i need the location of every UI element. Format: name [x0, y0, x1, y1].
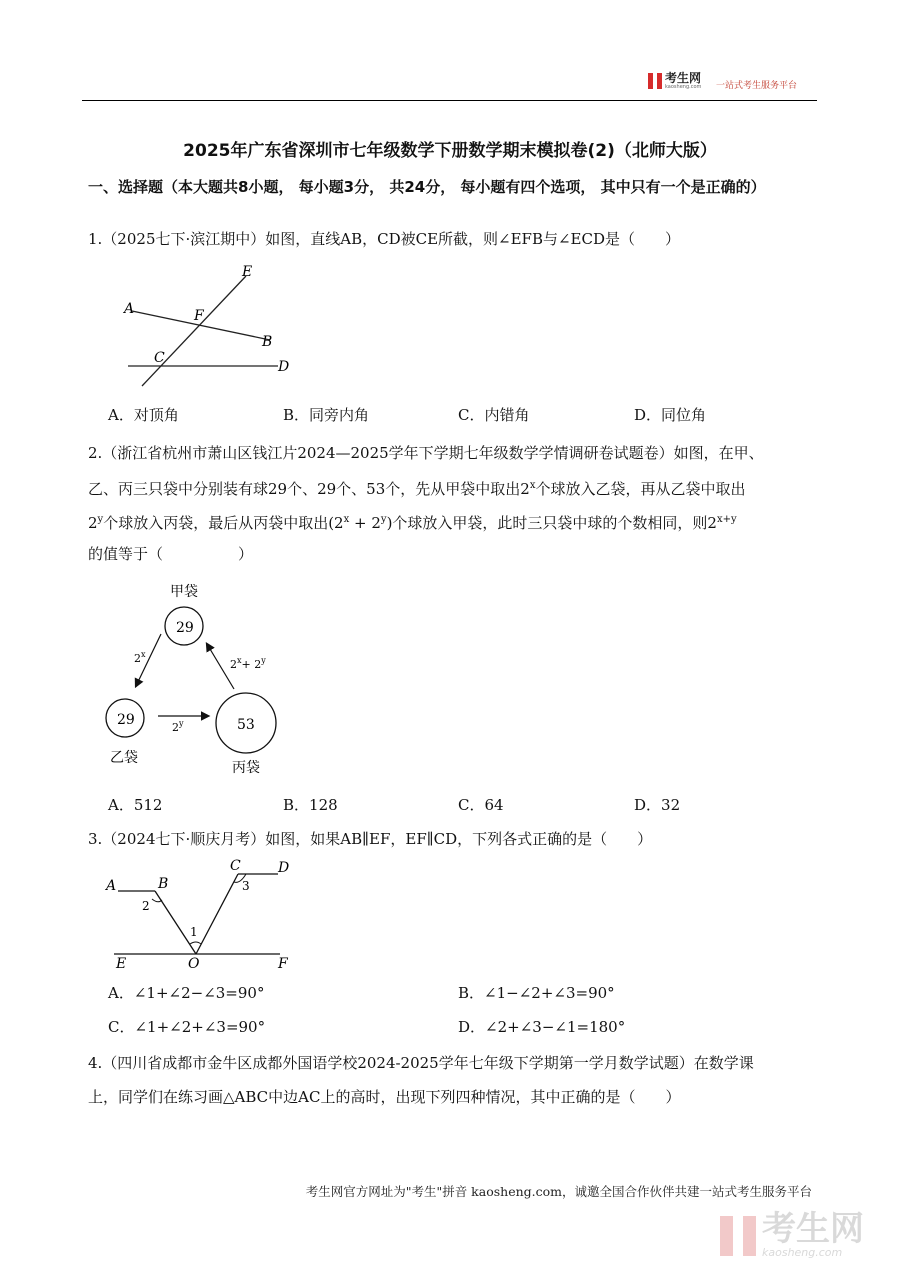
bag-yi-value: 29: [117, 712, 135, 728]
q1-label-e: E: [242, 264, 253, 280]
q3-label-b: B: [158, 876, 169, 892]
bag-yi-label: 乙袋: [110, 750, 138, 766]
q3-option-a[interactable]: A．∠1+∠2−∠3=90°: [108, 984, 265, 1002]
arrow-label-yi-to-bing: 2$^y$: [172, 719, 184, 734]
bag-jia-value: 29: [176, 620, 194, 636]
q3-angle-1: 1: [190, 925, 198, 939]
q1-label-b: B: [262, 334, 273, 350]
arrow-label-bing-to-jia: $2^x+ 2^y$: [230, 656, 266, 671]
q2-line2: 乙、丙三只袋中分别装有球29个、29个、53个，先从甲袋中取出2$^x$个球放入乙袋，再从乙袋中取出: [88, 480, 746, 498]
q3-option-b[interactable]: B．∠1−∠2+∠3=90°: [458, 984, 615, 1002]
q3-label-a: A: [106, 878, 117, 894]
header-divider: [82, 100, 817, 101]
q3-label-f: F: [278, 956, 288, 972]
q2-bags-figure: [96, 578, 316, 778]
section-heading: 一、选择题（本大题共8小题， 每小题3分， 共24分， 每小题有四个选项， 其中只有一个是正确的）: [88, 178, 766, 196]
q3-figure: [100, 852, 300, 974]
q1-option-d[interactable]: D．同位角: [634, 406, 707, 424]
q1-option-a[interactable]: A．对顶角: [108, 406, 179, 424]
q1-label-f: F: [194, 308, 204, 324]
q4-line2: 上，同学们在练习画△ABC中边AC上的高时，出现下列四种情况，其中正确的是（ ）: [88, 1088, 681, 1106]
kaosheng-logo-icon: [648, 73, 662, 89]
logo-sub: kaosheng.com: [665, 84, 702, 90]
q2-option-b[interactable]: B．128: [283, 796, 338, 814]
q2-option-c[interactable]: C．64: [458, 796, 504, 814]
q2-option-a[interactable]: A．512: [108, 796, 163, 814]
segment-oc: [196, 874, 238, 954]
q1-label-d: D: [278, 359, 290, 375]
q3-label-o: O: [188, 956, 200, 972]
watermark: [720, 1209, 864, 1259]
header-slogan: 一站式考生服务平台: [716, 81, 798, 91]
q1-option-c[interactable]: C．内错角: [458, 406, 530, 424]
footer-note: 考生网官方网址为"考生"拼音 kaosheng.com，诚邀全国合作伙伴共建一站式考生服务平台: [305, 1184, 812, 1199]
q1-stem: 1.（2025七下·滨江期中）如图，直线AB，CD被CE所截，则∠EFB与∠ECD是（ ）: [88, 230, 681, 248]
header-logo: [648, 72, 701, 90]
q3-option-c[interactable]: C．∠1+∠2+∠3=90°: [108, 1018, 266, 1036]
logo-text: 考生网: [665, 71, 702, 85]
q3-label-e: E: [116, 956, 127, 972]
q3-option-d[interactable]: D．∠2+∠3−∠1=180°: [458, 1018, 626, 1036]
q4-line1: 4.（四川省成都市金牛区成都外国语学校2024-2025学年七年级下学期第一学月数学试题）在数学课: [88, 1054, 754, 1072]
q3-angle-2: 2: [142, 899, 150, 913]
watermark-sub: kaosheng.com: [762, 1246, 843, 1259]
q1-option-b[interactable]: B．同旁内角: [283, 406, 370, 424]
q1-figure: [120, 262, 300, 392]
q3-stem: 3.（2024七下·顺庆月考）如图，如果AB∥EF，EF∥CD，下列各式正确的是（ ）: [88, 830, 653, 848]
q2-line1: 2.（浙江省杭州市萧山区钱江片2024—2025学年下学期七年级数学学情调研卷试题卷）如图，在甲、: [88, 444, 764, 462]
arrow-label-jia-to-yi: 2$^x$: [134, 650, 146, 665]
bag-jia-label: 甲袋: [170, 584, 198, 600]
q3-label-c: C: [230, 858, 241, 874]
line-ce: [142, 276, 246, 386]
q2-line4: 的值等于（ ）: [88, 545, 254, 563]
q3-label-d: D: [278, 860, 290, 876]
bag-bing-label: 丙袋: [232, 760, 260, 776]
q2-line3: 2$^y$个球放入丙袋，最后从丙袋中取出$(2^x + 2^y)$个球放入甲袋，此时三只袋中球的个数相同，则$2^{x+y}$: [88, 514, 737, 532]
watermark-text: 考生网: [762, 1209, 864, 1249]
watermark-logo-icon: [720, 1216, 756, 1256]
q1-label-c: C: [154, 350, 165, 366]
q1-label-a: A: [124, 301, 135, 317]
q2-option-d[interactable]: D．32: [634, 796, 681, 814]
q3-angle-3: 3: [242, 879, 250, 893]
bag-bing-value: 53: [237, 717, 255, 733]
page-title: 2025年广东省深圳市七年级数学下册数学期末模拟卷(2)（北师大版）: [183, 141, 717, 161]
